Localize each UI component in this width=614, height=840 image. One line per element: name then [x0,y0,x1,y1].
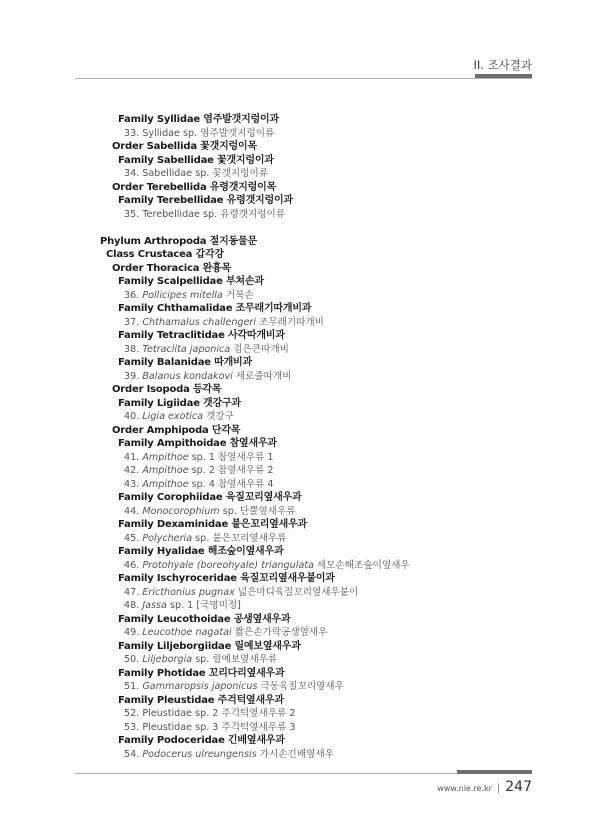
scientific-name: Ampithoe [142,478,189,490]
species-rest: Syllidae sp. 염주발갯지렁이류 [142,127,275,139]
scientific-name: Polycheria [142,532,193,544]
family-line: Family Terebellidae 유령갯지렁이과 [118,195,293,206]
scientific-name: Gammaropsis japonicus [142,681,258,692]
species-line [124,410,234,423]
species-rest: sp. 2 참옆새우류 2 [191,465,274,476]
species-line [124,680,344,693]
species-line [124,505,296,518]
species-number: 43. [124,478,140,490]
family-line: Family Syllidae 염주발갯지렁이과 [118,114,279,125]
species-rest: 거북손 [225,289,254,301]
family-line: Family Hyalidae 해조숲이옆새우과 [118,546,284,557]
footer-separator: | [496,783,501,794]
species-line [124,532,286,545]
species-number: 42. [124,465,140,476]
family-line: Family Leucothoidae 공생옆새우과 [118,613,291,625]
species-line [124,653,277,666]
scientific-name: Ligia exotica [142,411,204,422]
species-number: 49. [124,627,140,638]
family-line: Family Podoceridae 긴배옆새우과 [118,735,285,746]
species-number: 52. [124,708,140,719]
species-number: 45. [124,532,140,544]
species-number: 37. [124,316,140,328]
species-rest: 넓은마디육질꼬리옆새우붙이 [237,586,359,598]
family-line: Family Ampithoidae 참옆새우과 [118,438,277,449]
page-footer [437,779,532,795]
species-number: 44. [124,505,140,517]
scientific-name: Balanus kondakovi [142,370,233,382]
species-line [124,370,291,383]
order-line: Order Sabellida 꽃갯지렁이목 [112,141,257,152]
family-line: Family Tetraclitidae 사각따개비과 [118,330,285,341]
scientific-name: Podocerus ulreungensis [142,748,257,760]
species-line [124,478,274,491]
footer-url: www.nie.re.kr [437,784,492,793]
species-rest: 세로줄따개비 [235,370,292,382]
species-line [124,167,268,180]
species-rest: 세모손해조숲이옆새우 [316,559,410,571]
scientific-name: Jassa [142,600,167,611]
family-line: Family Dexaminidae 붙은꼬리옆새우과 [118,519,307,530]
species-number: 33. [124,127,140,139]
species-number: 34. [124,168,140,179]
scientific-name: Pollicipes mitella [142,289,223,301]
species-number: 47. [124,586,140,598]
species-rest: Terebellidae sp. 유령갯지렁이류 [142,208,286,220]
scientific-name: Protohyale (boreohyale) triangulata [142,559,314,571]
family-line: Family Ischyroceridae 육질꼬리옆새우붙이과 [118,573,335,584]
species-rest: 조무래기따개비 [259,316,324,328]
family-line: Family Scalpellidae 부쳐손과 [118,276,264,287]
species-rest: sp. 4 참옆새우류 4 [191,478,274,490]
species-rest: 갯강구 [206,411,234,422]
family-line: Family Liljeborgiidae 릴예보옆새우과 [118,640,301,652]
species-rest: Pleustidae sp. 3 주걱턱옆새우류 3 [142,721,296,733]
family-line: Family Corophiidae 육질꼬리옆새우과 [118,492,302,503]
class-line: Class Crustacea 갑각강 [106,249,224,260]
species-number: 36. [124,289,140,301]
species-number: 35. [124,208,140,220]
species-number: 51. [124,681,140,692]
order-line: Order Isopoda 등각목 [112,384,222,395]
family-line: Family Photidae 꼬리다리옆새우과 [118,667,285,679]
header-rule [75,78,532,79]
species-number: 48. [124,600,140,611]
species-number: 39. [124,370,140,382]
species-line [124,451,274,464]
scientific-name: Monocorophium [142,505,220,517]
species-line [124,464,274,477]
species-line [124,289,254,302]
species-line [124,721,295,734]
scientific-name: Ericthonius pugnax [142,586,235,598]
species-line [124,707,295,720]
species-rest: 가시손긴배옆새우 [259,748,334,760]
species-rest: sp. 붙은꼬리옆새우류 [195,532,287,544]
species-rest: Sabellidae sp. 꽃갯지렁이류 [142,168,268,179]
species-line [124,208,285,221]
scientific-name: Tetraclita japonica [142,343,231,355]
scientific-name: Liljeborgia [142,654,193,665]
species-line [124,586,358,599]
header-accent-bar [475,74,532,78]
scientific-name: Leucothoe nagatai [142,627,232,638]
family-line: Family Sabellidae 꽃갯지렁이과 [118,154,274,166]
species-line [124,599,241,612]
order-line: Order Terebellida 유령갯지렁이목 [112,181,277,193]
family-line: Family Ligiidae 갯강구과 [118,397,241,409]
species-number: 53. [124,721,140,733]
species-line [124,748,334,761]
order-line: Order Thoracica 완흉목 [112,262,231,274]
species-line [124,316,324,329]
species-line [124,343,289,356]
species-number: 50. [124,654,140,665]
scientific-name: Chthamalus challengeri [142,316,256,328]
species-rest: 짧은손가락공생옆새우 [234,627,328,638]
species-rest: 검은큰따개비 [233,343,289,355]
page-number: 247 [505,779,532,795]
species-number: 54. [124,748,140,760]
footer-accent-bar [457,770,532,774]
species-number: 40. [124,411,140,422]
chapter-label: II. 조사결과 [473,58,532,72]
species-number: 46. [124,559,140,571]
order-line: Order Amphipoda 단각목 [112,424,241,436]
species-number: 38. [124,343,140,355]
family-line: Family Chthamalidae 조무래기따개비과 [118,303,312,314]
species-rest: sp. 1 참옆새우류 1 [191,451,274,463]
species-rest: 극동육질꼬리옆새우 [260,681,344,692]
species-rest: sp. 단뿔옆새우류 [222,505,296,517]
scientific-name: Ampithoe [142,451,189,463]
scientific-name: Ampithoe [142,465,189,476]
phylum-line: Phylum Arthropoda 절지동물문 [100,235,257,247]
species-number: 41. [124,451,140,463]
species-line [124,626,327,639]
family-line: Family Balanidae 따개비과 [118,357,252,368]
species-line [124,559,410,572]
species-rest: sp. 1 [국명미정] [169,600,241,611]
species-rest: sp. 릴예보옆새우류 [195,654,278,665]
species-line [124,127,274,140]
family-line: Family Pleustidae 주걱턱옆새우과 [118,694,284,706]
species-rest: Pleustidae sp. 2 주걱턱옆새우류 2 [142,708,296,719]
